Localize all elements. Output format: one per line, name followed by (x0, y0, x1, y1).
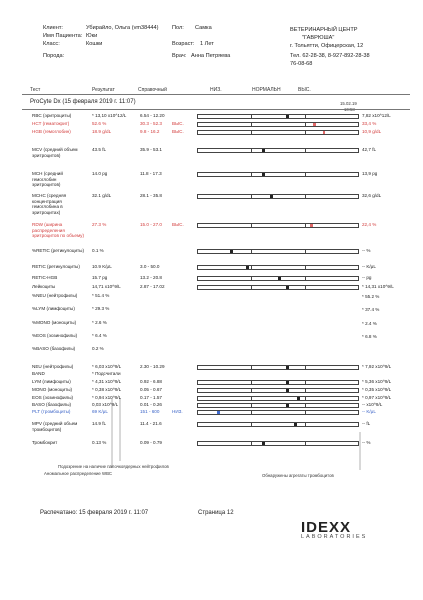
row-name: MCV (средний объем эритроцитов) (32, 147, 78, 158)
range-divider (305, 123, 306, 126)
row-res: 18.9 g/dL (92, 129, 112, 134)
row-rv: -- % (362, 440, 371, 445)
row-flag: ВЫС. (172, 222, 184, 227)
col-result: Результат (92, 87, 115, 93)
range-divider (305, 381, 306, 384)
result-marker (286, 404, 289, 407)
doctor-label: Врач: (172, 53, 187, 59)
range-divider (251, 381, 252, 384)
range-bar (197, 265, 359, 270)
range-divider (251, 115, 252, 118)
range-divider (251, 366, 252, 369)
row-rv: -- x10^9/L (362, 402, 383, 407)
row-res: * 6,03 x10^9/L (92, 364, 122, 369)
row-rng: 151 - 600 (140, 409, 160, 414)
range-divider (305, 115, 306, 118)
result-marker (294, 423, 297, 426)
row-name: NEU (нейтрофилы) (32, 364, 74, 369)
note-platelets: Обнаружены агрегаты тромбоцитов (262, 473, 334, 478)
range-bar (197, 380, 359, 385)
range-bar (197, 388, 359, 393)
range-bar (197, 285, 359, 290)
col-normal: НОРМАЛЬН (252, 87, 281, 93)
row-res: 15.7 pg (92, 275, 108, 280)
row-rv: -- fL (362, 421, 371, 426)
client-value: Убирайло, Ольга (vm38444) (86, 25, 159, 31)
row-res: * 0,38 x10^9/L (92, 387, 122, 392)
row-rng: 30.3 - 52.3 (140, 121, 162, 126)
clinic-line-2: "ГАВРЮША" (302, 35, 335, 41)
row-rv: * 37.4 % (362, 307, 380, 312)
range-divider (305, 266, 306, 269)
row-rv: * 14,31 x10^9/L (362, 284, 394, 289)
instrument-time: 10:58 (344, 107, 355, 112)
row-rv: * 6.8 % (362, 334, 377, 339)
age-label: Возраст: (172, 41, 195, 47)
range-divider (251, 195, 252, 198)
range-divider (251, 286, 252, 289)
instrument-date: 15.02.19 (340, 101, 357, 106)
row-res: 0.2 % (92, 346, 104, 351)
range-bar (197, 276, 359, 281)
row-rv: * 7,92 x10^9/L (362, 364, 392, 369)
range-bar (197, 365, 359, 370)
row-name: %EOS (эозинофилы) (32, 333, 78, 338)
sex-label: Пол: (172, 25, 184, 31)
range-divider (305, 149, 306, 152)
clinic-line-1: ВЕТЕРИНАРНЫЙ ЦЕНТР (290, 27, 358, 33)
row-name: LYM (лимфоциты) (32, 379, 71, 384)
result-marker (262, 442, 265, 445)
range-bar (197, 403, 359, 408)
patient-label: Имя Пациента: (43, 33, 83, 39)
row-name: RETIC-HGB (32, 275, 58, 280)
row-name: PLT (тромбоциты) (32, 409, 71, 414)
row-rng: 9.8 - 16.2 (140, 129, 160, 134)
row-res: 0.13 % (92, 440, 107, 445)
row-rv: * 5,36 x10^9/L (362, 379, 392, 384)
result-marker (230, 250, 233, 253)
range-divider (251, 389, 252, 392)
range-divider (305, 404, 306, 407)
doctor-value: Анна Петряева (191, 53, 231, 59)
row-res: 0,03 x10^9/L (92, 402, 119, 407)
range-divider (251, 411, 252, 414)
col-low: НИЗ. (210, 87, 222, 93)
col-test: Тест (30, 87, 41, 93)
printed-date: Распечатано: 15 февраля 2019 г. 11:07 (40, 510, 149, 516)
row-flag: ВЫС. (172, 129, 184, 134)
range-divider (305, 131, 306, 134)
range-divider (305, 195, 306, 198)
row-flag: НИЗ. (172, 409, 183, 414)
row-name: MCHC (средняя концентрация гемоглобина в эритроцитах) (32, 193, 67, 215)
row-rv: 22,4 % (362, 222, 377, 227)
header-rule (22, 94, 410, 95)
result-marker (323, 131, 326, 134)
row-rv: * 0,97 x10^9/L (362, 395, 392, 400)
row-res: * Подсчитали (92, 371, 121, 376)
row-name: Лейкоциты (32, 284, 56, 289)
row-rv: 7,82 x10^12/L (362, 113, 391, 118)
row-rng: 2.30 - 10.29 (140, 364, 165, 369)
range-bar (197, 194, 359, 199)
range-bar (197, 410, 359, 415)
result-marker (313, 123, 316, 126)
range-bar (197, 130, 359, 135)
range-divider (305, 277, 306, 280)
row-rv: -- K/μL (362, 264, 376, 269)
row-res: * 4,31 x10^9/L (92, 379, 122, 384)
row-rng: 11.8 - 17.3 (140, 171, 162, 176)
patient-value: Юки (86, 33, 98, 39)
row-res: 52.6 % (92, 121, 107, 126)
row-res: * 29.3 % (92, 306, 110, 311)
range-divider (251, 266, 252, 269)
result-marker (217, 411, 220, 414)
range-bar (197, 114, 359, 119)
range-divider (251, 397, 252, 400)
row-name: %LYM (лимфоциты) (32, 306, 75, 311)
range-bar (197, 223, 359, 228)
clinic-line-5: 76-08-68 (290, 61, 313, 67)
range-divider (251, 224, 252, 227)
row-rng: 0.01 - 0.26 (140, 402, 162, 407)
note-wbc: Аномальное распределение WBC (44, 471, 113, 476)
result-marker (262, 173, 265, 176)
row-rng: 0.09 - 0.79 (140, 440, 162, 445)
row-rng: 6.54 - 12.20 (140, 113, 165, 118)
row-flag: ВЫС. (172, 121, 184, 126)
row-rv: -- % (362, 248, 371, 253)
row-rng: 28.1 - 35.8 (140, 193, 162, 198)
result-marker (286, 286, 289, 289)
range-divider (305, 442, 306, 445)
range-bar (197, 441, 359, 446)
row-name: RDW (ширина распределения эритроцитов по объему) (32, 222, 85, 238)
row-res: 32.1 g/dL (92, 193, 112, 198)
result-marker (278, 277, 281, 280)
range-bar (197, 422, 359, 427)
row-name: BAND (32, 371, 45, 376)
row-name: %NEU (нейтрофилы) (32, 293, 78, 298)
row-res: 14.9 fL (92, 421, 107, 426)
row-name: RBC (эритроциты) (32, 113, 72, 118)
col-ref: Справочный (138, 87, 167, 93)
row-res: * 13,10 x10^12/L (92, 113, 127, 118)
range-divider (305, 173, 306, 176)
range-divider (305, 397, 306, 400)
range-divider (305, 366, 306, 369)
range-bar (197, 148, 359, 153)
row-rv: -- pg (362, 275, 372, 280)
row-name: HGB (гемоглобин) (32, 129, 71, 134)
instrument-rule (22, 109, 410, 110)
row-rv: * 55.2 % (362, 294, 380, 299)
class-value: Кошки (86, 41, 103, 47)
range-bar (197, 172, 359, 177)
row-name: EOS (эозинофилы) (32, 395, 74, 400)
row-res: 69 K/μL (92, 409, 108, 414)
idexx-logo (301, 519, 367, 540)
result-marker (310, 224, 313, 227)
row-name: HCT (гематокрит) (32, 121, 70, 126)
row-name: MCH (средний гемоглобин эритроцитов) (32, 171, 63, 187)
sex-value: Самка (195, 25, 212, 31)
row-name: RETIC (ретикулоциты) (32, 264, 80, 269)
range-bar (197, 249, 359, 254)
row-rng: 2.87 - 17.02 (140, 284, 165, 289)
age-value: 1 Лет (200, 41, 214, 47)
row-rng: 3.0 - 50.0 (140, 264, 160, 269)
row-rv: 32,6 g/dL (362, 193, 382, 198)
range-divider (251, 250, 252, 253)
row-res: * 0,94 x10^9/L (92, 395, 122, 400)
range-divider (251, 277, 252, 280)
row-rng: 13.2 - 20.8 (140, 275, 162, 280)
range-bar (197, 122, 359, 127)
row-rv: 42,7 fL (362, 147, 377, 152)
range-divider (251, 442, 252, 445)
page-number: Страница 12 (198, 510, 234, 516)
range-divider (251, 149, 252, 152)
row-res: 43.5 fL (92, 147, 107, 152)
range-divider (251, 173, 252, 176)
row-rv: 33,4 % (362, 121, 377, 126)
range-divider (305, 250, 306, 253)
result-marker (286, 381, 289, 384)
row-rv: * 2.4 % (362, 321, 377, 326)
row-rv: -- K/μL (362, 409, 376, 414)
row-name: %RETIC (ретикулоциты) (32, 248, 84, 253)
clinic-line-4: Тел. 62-28-38, 8-927-892-28-38 (290, 53, 370, 59)
row-res: 14.0 pg (92, 171, 108, 176)
result-marker (297, 397, 300, 400)
instrument-title: ProCyte Dx (15 февраля 2019 г. 11:07) (30, 99, 136, 105)
row-res: 27.3 % (92, 222, 107, 227)
row-res: * 6.4 % (92, 333, 107, 338)
range-divider (251, 423, 252, 426)
row-res: 0.1 % (92, 248, 104, 253)
logo-word: IDEXX (301, 519, 352, 536)
result-marker (246, 266, 249, 269)
breed-label: Порода: (43, 53, 65, 59)
result-marker (286, 366, 289, 369)
range-divider (305, 411, 306, 414)
range-divider (305, 423, 306, 426)
result-marker (262, 149, 265, 152)
row-res: 10.9 K/μL (92, 264, 112, 269)
row-name: MONO (моноциты) (32, 387, 73, 392)
col-high: ВЫС. (298, 87, 311, 93)
row-rng: 0.92 - 6.88 (140, 379, 162, 384)
row-res: * 51.4 % (92, 293, 110, 298)
row-res: * 2.6 % (92, 320, 107, 325)
range-divider (305, 224, 306, 227)
client-label: Клиент: (43, 25, 63, 31)
range-divider (251, 131, 252, 134)
row-rv: 10,9 g/dL (362, 129, 382, 134)
row-name: %BASO (базофилы) (32, 346, 76, 351)
row-rng: 0.05 - 0.67 (140, 387, 162, 392)
range-divider (251, 404, 252, 407)
range-divider (305, 286, 306, 289)
range-divider (305, 389, 306, 392)
result-marker (286, 389, 289, 392)
logo-sub: LABORATORIES (301, 534, 368, 540)
note-bands: Подозрение на наличие палочкоядерных нейтрофилов (58, 464, 169, 469)
result-marker (270, 195, 273, 198)
row-rng: 35.9 - 53.1 (140, 147, 162, 152)
range-divider (251, 123, 252, 126)
clinic-line-3: г. Тольятти, Офицерская, 12 (290, 43, 364, 49)
row-name: MPV (средний объем тромбоцитов) (32, 421, 78, 432)
row-name: %MONO (моноциты) (32, 320, 77, 325)
row-rv: * 0,35 x10^9/L (362, 387, 392, 392)
row-rng: 0.17 - 1.57 (140, 395, 162, 400)
range-bar (197, 396, 359, 401)
row-rng: 11.4 - 21.6 (140, 421, 162, 426)
row-rv: 13,9 pg (362, 171, 378, 176)
class-label: Класс: (43, 41, 60, 47)
row-name: Тромбокрит (32, 440, 58, 445)
result-marker (286, 115, 289, 118)
row-name: BASO (базофилы) (32, 402, 72, 407)
row-res: 14,71 x10^9/L (92, 284, 121, 289)
row-rng: 15.0 - 27.0 (140, 222, 162, 227)
